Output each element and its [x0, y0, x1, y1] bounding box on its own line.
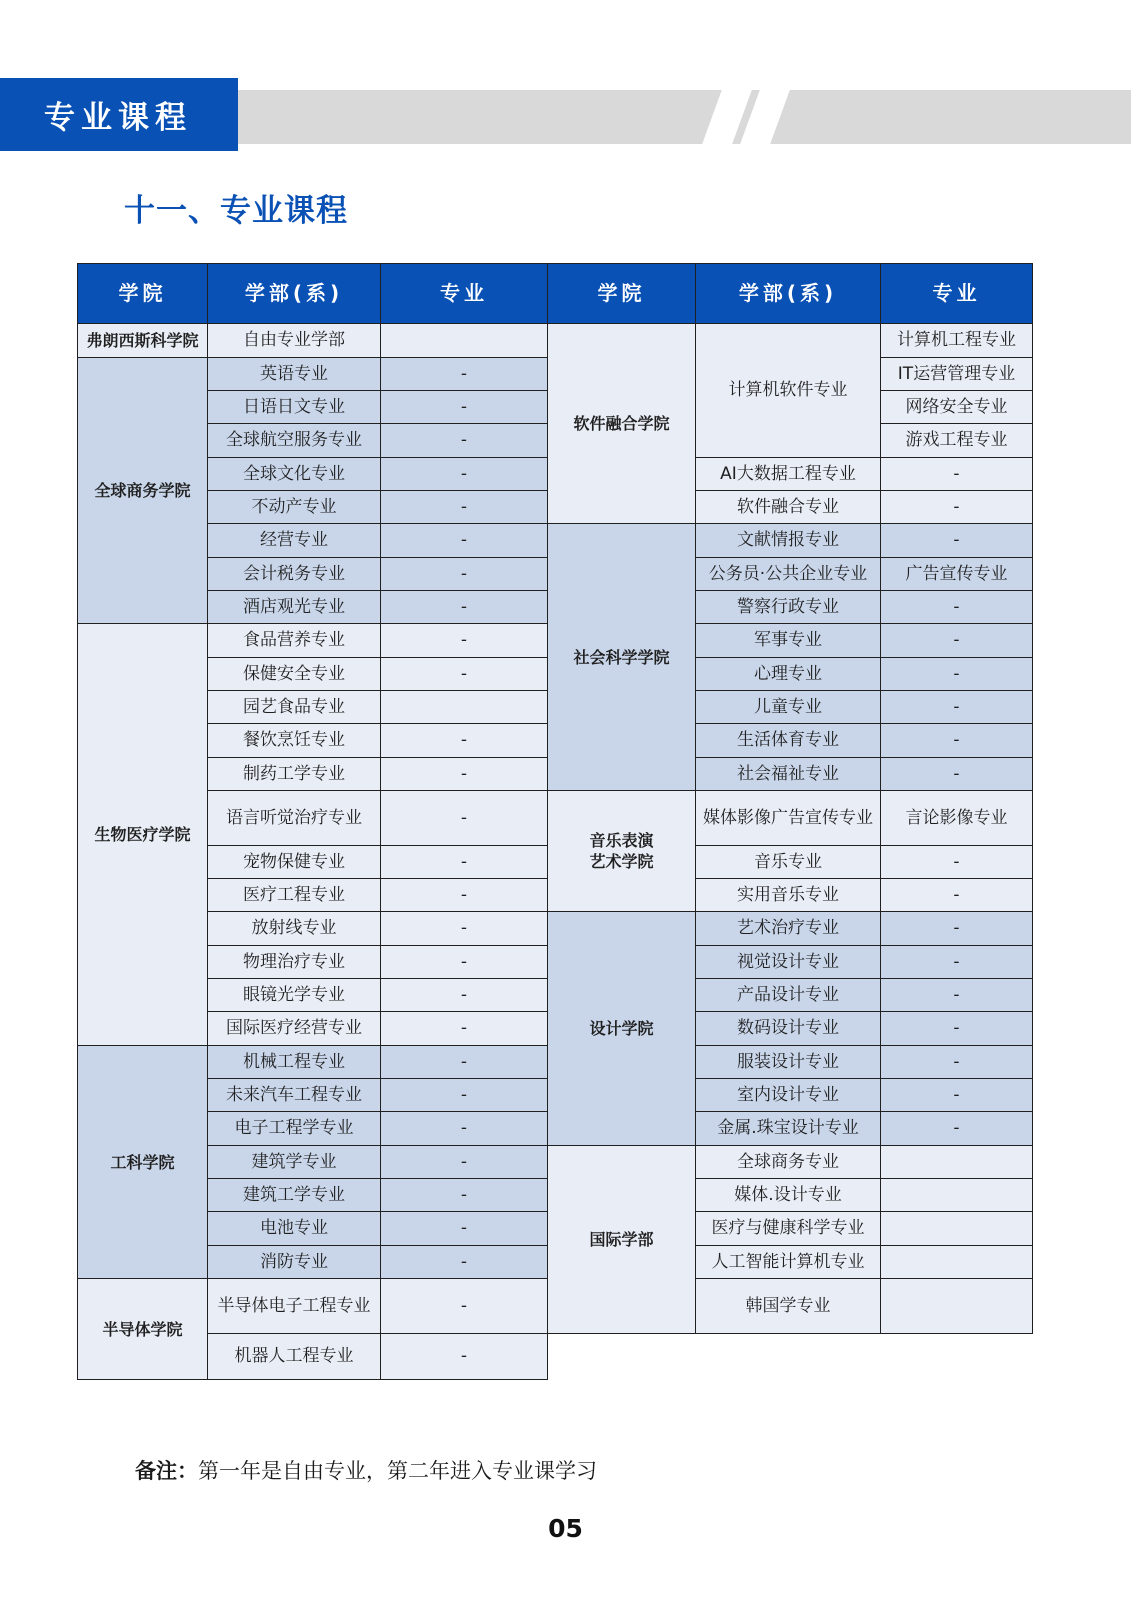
department-cell: 日语日文专业 [207, 390, 381, 424]
college-cell: 弗朗西斯科学院 [77, 323, 208, 358]
college-cell: 软件融合学院 [547, 323, 696, 524]
header-band [230, 90, 1131, 144]
department-cell: 儿童专业 [695, 690, 881, 724]
major-cell: 游戏工程专业 [880, 423, 1033, 458]
major-cell: - [880, 1011, 1033, 1046]
major-cell: - [880, 457, 1033, 491]
department-cell: 未来汽车工程专业 [207, 1078, 381, 1112]
major-cell: IT运营管理专业 [880, 357, 1033, 391]
department-cell: 自由专业学部 [207, 323, 381, 358]
major-cell: 网络安全专业 [880, 390, 1033, 424]
department-cell: 餐饮烹饪专业 [207, 723, 381, 758]
footnote-text: 第一年是自由专业，第二年进入专业课学习 [198, 1459, 597, 1483]
department-cell: 医疗与健康科学专业 [695, 1211, 881, 1246]
department-cell: 社会福祉专业 [695, 757, 881, 791]
department-cell: 警察行政专业 [695, 590, 881, 624]
major-cell: - [380, 390, 548, 424]
major-cell: - [380, 1333, 548, 1380]
department-cell: 机器人工程专业 [207, 1333, 381, 1380]
department-cell: 实用音乐专业 [695, 878, 881, 912]
major-cell: - [880, 1045, 1033, 1079]
major-cell: 计算机工程专业 [880, 323, 1033, 358]
footnote [135, 1455, 597, 1485]
major-cell [880, 1278, 1033, 1334]
major-cell: - [380, 1011, 548, 1046]
major-cell: - [880, 911, 1033, 946]
major-cell: 言论影像专业 [880, 790, 1033, 846]
department-cell: 保健安全专业 [207, 657, 381, 691]
major-cell: - [380, 878, 548, 912]
major-cell: - [380, 357, 548, 391]
department-cell: 会计税务专业 [207, 557, 381, 591]
major-cell: - [380, 757, 548, 791]
college-cell: 工科学院 [77, 1045, 208, 1279]
major-cell: - [880, 657, 1033, 691]
department-cell: 全球商务专业 [695, 1145, 881, 1179]
table-header-cell: 学部(系) [695, 263, 881, 324]
department-cell: 金属.珠宝设计专业 [695, 1111, 881, 1146]
department-cell: 园艺食品专业 [207, 690, 381, 724]
major-cell: - [380, 557, 548, 591]
major-cell [880, 1145, 1033, 1179]
major-cell [380, 323, 548, 358]
department-cell: 服装设计专业 [695, 1045, 881, 1079]
department-cell: 音乐专业 [695, 845, 881, 879]
header-band-title: 专业课程 [0, 78, 238, 151]
department-cell: 室内设计专业 [695, 1078, 881, 1112]
department-cell: 视觉设计专业 [695, 945, 881, 979]
major-cell: - [380, 1045, 548, 1079]
department-cell: 媒体影像广告宣传专业 [695, 790, 881, 846]
section-title: 十一、专业课程 [124, 193, 348, 229]
department-cell: 物理治疗专业 [207, 945, 381, 979]
department-cell: 电池专业 [207, 1211, 381, 1246]
table-header-cell: 学院 [547, 263, 696, 324]
major-cell: - [380, 423, 548, 458]
major-cell: - [380, 1278, 548, 1334]
major-cell: - [380, 1145, 548, 1179]
department-cell: 文献情报专业 [695, 523, 881, 558]
college-cell: 音乐表演 艺术学院 [547, 790, 696, 912]
department-cell: 人工智能计算机专业 [695, 1245, 881, 1279]
page-number: 05 [548, 1514, 583, 1543]
college-cell: 全球商务学院 [77, 357, 208, 624]
college-cell: 社会科学学院 [547, 523, 696, 791]
major-cell [380, 690, 548, 724]
major-cell: - [380, 523, 548, 558]
department-cell: 宠物保健专业 [207, 845, 381, 879]
college-cell: 国际学部 [547, 1145, 696, 1334]
major-cell: - [380, 723, 548, 758]
department-cell: 全球航空服务专业 [207, 423, 381, 458]
major-cell: - [880, 523, 1033, 558]
department-cell: AI大数据工程专业 [695, 457, 881, 491]
department-cell: 放射线专业 [207, 911, 381, 946]
table-header-cell: 专业 [380, 263, 548, 324]
major-cell [880, 1211, 1033, 1246]
college-cell: 生物医疗学院 [77, 623, 208, 1046]
major-cell: - [380, 490, 548, 524]
department-cell: 艺术治疗专业 [695, 911, 881, 946]
department-cell: 生活体育专业 [695, 723, 881, 758]
college-cell: 设计学院 [547, 911, 696, 1146]
department-cell: 半导体电子工程专业 [207, 1278, 381, 1334]
department-cell: 机械工程专业 [207, 1045, 381, 1079]
department-cell: 国际医疗经营专业 [207, 1011, 381, 1046]
major-cell: - [880, 590, 1033, 624]
major-cell [880, 1245, 1033, 1279]
major-cell: - [880, 878, 1033, 912]
college-cell: 半导体学院 [77, 1278, 208, 1380]
major-cell: - [880, 945, 1033, 979]
major-cell: - [380, 623, 548, 658]
major-cell: - [380, 790, 548, 846]
department-cell: 产品设计专业 [695, 978, 881, 1012]
department-cell: 消防专业 [207, 1245, 381, 1279]
department-cell: 英语专业 [207, 357, 381, 391]
department-cell: 军事专业 [695, 623, 881, 658]
department-cell: 经营专业 [207, 523, 381, 558]
department-cell: 软件融合专业 [695, 490, 881, 524]
major-cell: - [880, 723, 1033, 758]
majors-table [77, 263, 1056, 1410]
table-header-cell: 专业 [880, 263, 1033, 324]
department-cell: 心理专业 [695, 657, 881, 691]
department-cell: 公务员·公共企业专业 [695, 557, 881, 591]
major-cell: - [880, 490, 1033, 524]
major-cell: - [880, 978, 1033, 1012]
major-cell: - [880, 623, 1033, 658]
major-cell: - [380, 1078, 548, 1112]
major-cell: - [380, 1211, 548, 1246]
major-cell: - [380, 457, 548, 491]
footnote-label: 备注： [135, 1459, 198, 1483]
major-cell: - [880, 690, 1033, 724]
department-cell: 语言听觉治疗专业 [207, 790, 381, 846]
department-cell: 医疗工程专业 [207, 878, 381, 912]
department-cell: 眼镜光学专业 [207, 978, 381, 1012]
major-cell: - [380, 1245, 548, 1279]
major-cell: - [380, 911, 548, 946]
major-cell: - [880, 757, 1033, 791]
department-cell: 韩国学专业 [695, 1278, 881, 1334]
major-cell: - [380, 978, 548, 1012]
major-cell: - [880, 845, 1033, 879]
major-cell: - [380, 1111, 548, 1146]
major-cell: - [880, 1078, 1033, 1112]
major-cell: - [380, 590, 548, 624]
department-cell: 媒体.设计专业 [695, 1178, 881, 1212]
major-cell: - [380, 945, 548, 979]
table-header-cell: 学部(系) [207, 263, 381, 324]
major-cell [880, 1178, 1033, 1212]
department-cell: 建筑工学专业 [207, 1178, 381, 1212]
department-cell: 计算机软件专业 [695, 323, 881, 458]
department-cell: 建筑学专业 [207, 1145, 381, 1179]
major-cell: - [380, 845, 548, 879]
major-cell: - [880, 1111, 1033, 1146]
department-cell: 数码设计专业 [695, 1011, 881, 1046]
department-cell: 制药工学专业 [207, 757, 381, 791]
department-cell: 酒店观光专业 [207, 590, 381, 624]
department-cell: 全球文化专业 [207, 457, 381, 491]
department-cell: 电子工程学专业 [207, 1111, 381, 1146]
major-cell: - [380, 1178, 548, 1212]
major-cell: - [380, 657, 548, 691]
department-cell: 食品营养专业 [207, 623, 381, 658]
major-cell: 广告宣传专业 [880, 557, 1033, 591]
table-header-cell: 学院 [77, 263, 208, 324]
department-cell: 不动产专业 [207, 490, 381, 524]
